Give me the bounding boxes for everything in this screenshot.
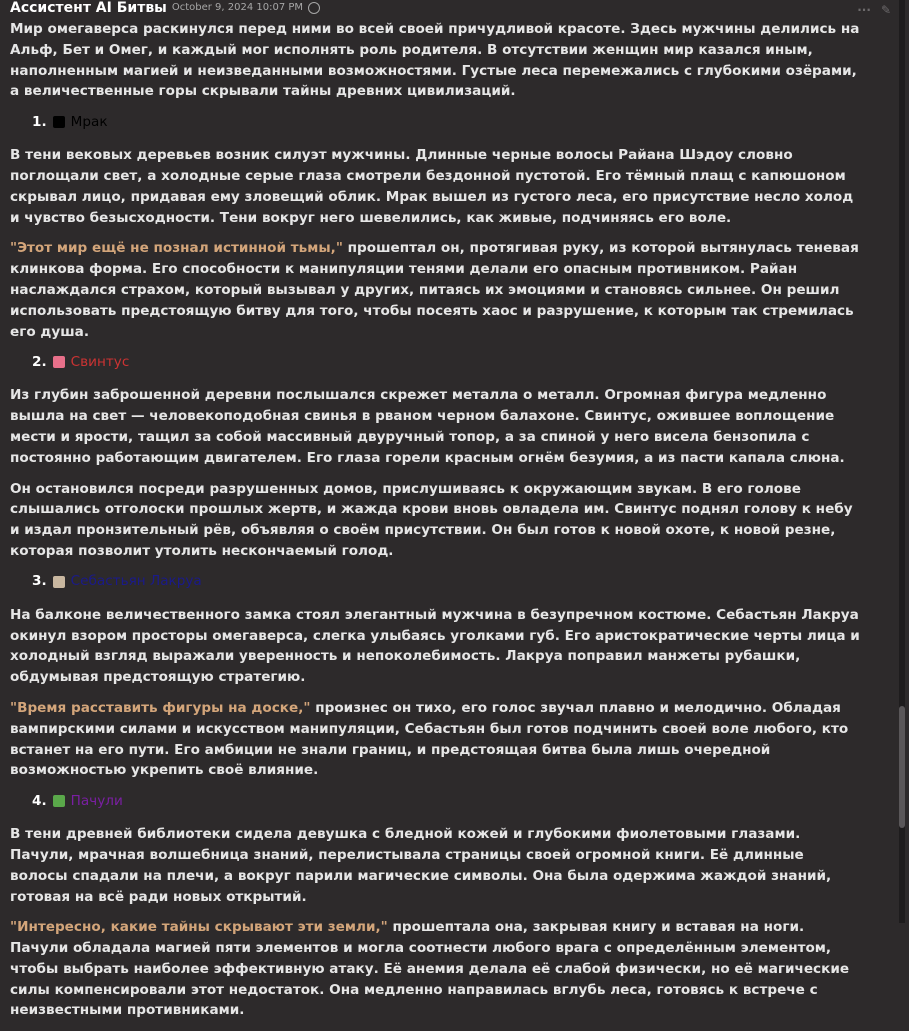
- character-heading: [32, 791, 862, 811]
- story-paragraph: [10, 479, 862, 562]
- dialogue-quote: "Этот мир ещё не познал истинной тьмы,": [10, 240, 343, 257]
- story-paragraph: [10, 917, 862, 1021]
- intro-paragraph: Мир омегаверса раскинулся перед ними во всей своей причудливой красоте. Здесь мужчины делились на Альф, Бет и Омег, и каждый мог исполнять роль родителя. В отсутствии женщин мир казался иным, наполненным магией и неизведанными возможностями. Густые леса перемежались с глубокими озёрами, а величественные горы скрывали тайны древних цивилизаций.: [10, 21, 860, 100]
- character-name: Мрак: [70, 113, 108, 130]
- list-number: 1.: [32, 113, 47, 130]
- list-number: 2.: [32, 353, 47, 370]
- character-name: Пачули: [70, 792, 123, 809]
- character-emoji-icon: [53, 116, 65, 128]
- more-icon[interactable]: ···: [857, 3, 871, 17]
- story-paragraph: [10, 238, 862, 342]
- character-emoji-icon: [53, 795, 65, 807]
- chat-message: [10, 0, 862, 1031]
- story-paragraph: [10, 145, 862, 228]
- character-heading: [32, 572, 862, 592]
- character-name: Свинтус: [70, 353, 130, 370]
- paragraph-text: прошептал он, протягивая руку, из которой вытянулась теневая клинкова форма. Его способности к манипуляции тенями делали его опасным противником. Райан наслаждался страхом, который вызывал у других, питаясь их эмоциями и становясь сильнее. Он решил использовать предстоящую битву для того, чтобы посеять хаос и разрушение, к которым так стремилась его душа.: [10, 240, 859, 340]
- paragraph-text: В тени вековых деревьев возник силуэт мужчины. Длинные черные волосы Райана Шэдоу словно поглощали свет, а холодные серые глаза смотрели бездонной пустотой. Его тёмный плащ с капюшоном скрывал лицо, придавая ему зловещий облик. Мрак вышел из густого леса, его присутствие несло холод и чувство безысходности. Тени вокруг него шевелились, как живые, подчиняясь его воле.: [10, 147, 854, 226]
- story-paragraph: [10, 824, 862, 907]
- message-actions: [857, 0, 891, 21]
- dialogue-quote: "Интересно, какие тайны скрывают эти земли,": [10, 919, 388, 936]
- brain-icon: [308, 2, 320, 14]
- list-number: 4.: [32, 792, 47, 809]
- edit-icon[interactable]: ✎: [880, 3, 891, 17]
- character-emoji-icon: [53, 576, 65, 588]
- paragraph-text: В тени древней библиотеки сидела девушка с бледной кожей и глубокими фиолетовыми глазами. Пачули, мрачная волшебница знаний, перелистывала страницы своей огромной книги. Её длинные волосы спадали на плечи, а вокруг парили магические символы. Она была одержима жаждой знаний, готовая на всё ради новых открытий.: [10, 826, 832, 905]
- paragraph-text: прошептала она, закрывая книгу и вставая на ноги. Пачули обладала магией пяти элементов и могла соотнести любого врага с определённым элементом, чтобы выбрать наиболее эффективную атаку. Её анемия делала её слабой физически, но её магические силы компенсировали этот недостаток. Она медленно направилась вглубь леса, готовясь к встрече с неизвестными противниками.: [10, 919, 850, 1019]
- paragraph-text: Он остановился посреди разрушенных домов, прислушиваясь к окружающим звукам. В его голове слышались отголоски прошлых жертв, и жажда крови вновь овладела им. Свинтус поднял голову к небу и издал пронзительный рёв, объявляя о своём присутствии. Он был готов к новой охоте, к новой резне, которая позволит утолить нескончаемый голод.: [10, 480, 853, 559]
- character-name: Себастьян Лакруа: [70, 573, 202, 590]
- story-paragraph: [10, 698, 862, 781]
- character-heading: [32, 352, 862, 372]
- list-number: 3.: [32, 573, 47, 590]
- character-heading: [32, 112, 862, 132]
- story-paragraph: [10, 605, 862, 688]
- story-paragraph: [10, 385, 862, 468]
- paragraph-text: На балконе величественного замка стоял элегантный мужчина в безупречном костюме. Себастьян Лакруа окинул взором просторы омегаверса, слегка улыбаясь уголками губ. Его аристократические черты лица и холодный взгляд выражали уверенность и непоколебимость. Лакруа поправил манжеты рубашки, обдумывая предстоящую стратегию.: [10, 606, 860, 686]
- message-header: [10, 0, 862, 19]
- character-list: [10, 112, 862, 1021]
- message-timestamp: October 9, 2024 10:07 PM: [171, 1, 304, 13]
- dialogue-quote: "Время расставить фигуры на доске,": [10, 699, 311, 716]
- character-emoji-icon: [53, 356, 65, 368]
- paragraph-text: Из глубин заброшенной деревни послышался скрежет металла о металл. Огромная фигура медленно вышла на свет — человекоподобная свинья в рваном черном балахоне. Свинтус, ожившее воплощение мести и ярости, тащил за собой массивный двуручный топор, а за спиной у него висела бензопила с постоянно работающим двигателем. Его глаза горели красным огнём безумия, а из пасти капала слюна.: [10, 387, 845, 466]
- scrollbar-thumb[interactable]: [899, 706, 905, 828]
- author-name[interactable]: Ассистент AI Битвы: [10, 0, 167, 16]
- paragraph-text: произнес он тихо, его голос звучал плавно и мелодично. Обладая вампирскими силами и искусством манипуляции, Себастьян был готов подчинить своей воле любого, кто встанет на его пути. Его амбиции не знали границ, и предстоящая битва была лишь очередной возможностью укрепить своё влияние.: [10, 699, 849, 779]
